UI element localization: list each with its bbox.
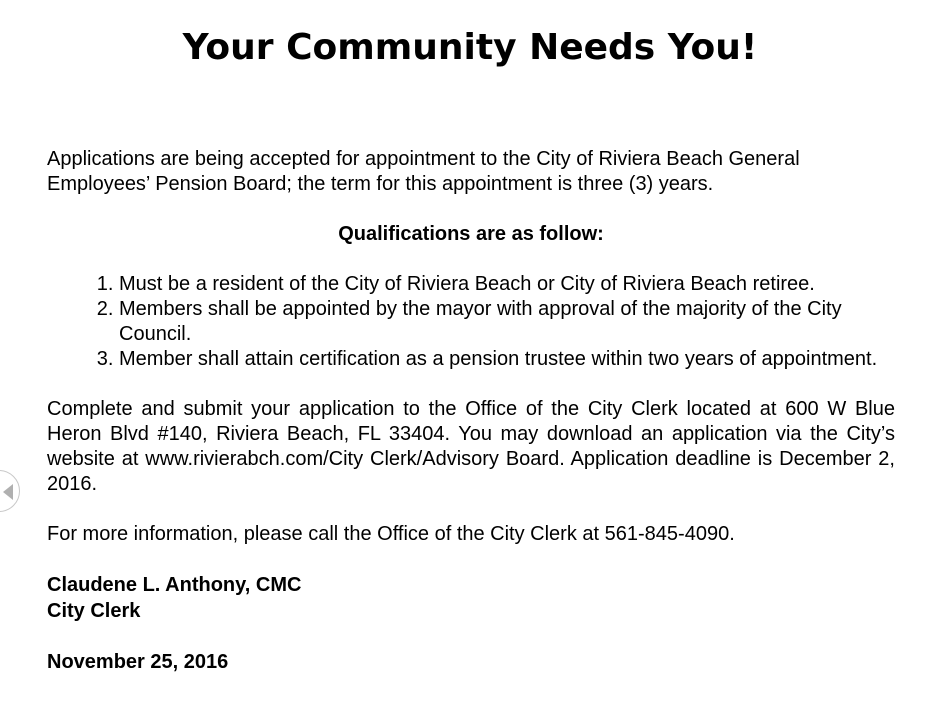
page-title: Your Community Needs You! bbox=[182, 27, 758, 68]
intro-paragraph: Applications are being accepted for appointment to the City of Riviera Beach General Employees’ Pension Board; the term for this appointment is three (3) years. bbox=[47, 148, 800, 195]
signer-name: Claudene L. Anthony, CMC bbox=[47, 574, 302, 596]
signer-title: City Clerk bbox=[47, 600, 141, 622]
previous-page-button[interactable] bbox=[0, 470, 20, 512]
document-date: November 25, 2016 bbox=[47, 651, 229, 673]
qualification-item: 1. Must be a resident of the City of Riviera Beach or City of Riviera Beach retiree. bbox=[119, 272, 895, 297]
submission-paragraph: Complete and submit your application to the Office of the City Clerk located at 600 W Blue Heron Blvd #140, Riviera Beach, FL 33404. You may download an application via the City’s website at www.rivierabch.com/City Clerk/Advisory Board. Application deadline is December 2, 2016. bbox=[47, 398, 895, 495]
document-body bbox=[47, 147, 895, 675]
qualifications-heading: Qualifications are as follow: bbox=[338, 223, 604, 245]
contact-paragraph: For more information, please call the Office of the City Clerk at 561-845-4090. bbox=[47, 523, 735, 545]
qualification-item: 3. Member shall attain certification as a pension trustee within two years of appointment. bbox=[119, 347, 895, 372]
qualification-item: 2. Members shall be appointed by the mayor with approval of the majority of the City Council. bbox=[119, 297, 895, 347]
qualifications-list bbox=[47, 272, 895, 372]
chevron-left-icon bbox=[3, 484, 13, 500]
